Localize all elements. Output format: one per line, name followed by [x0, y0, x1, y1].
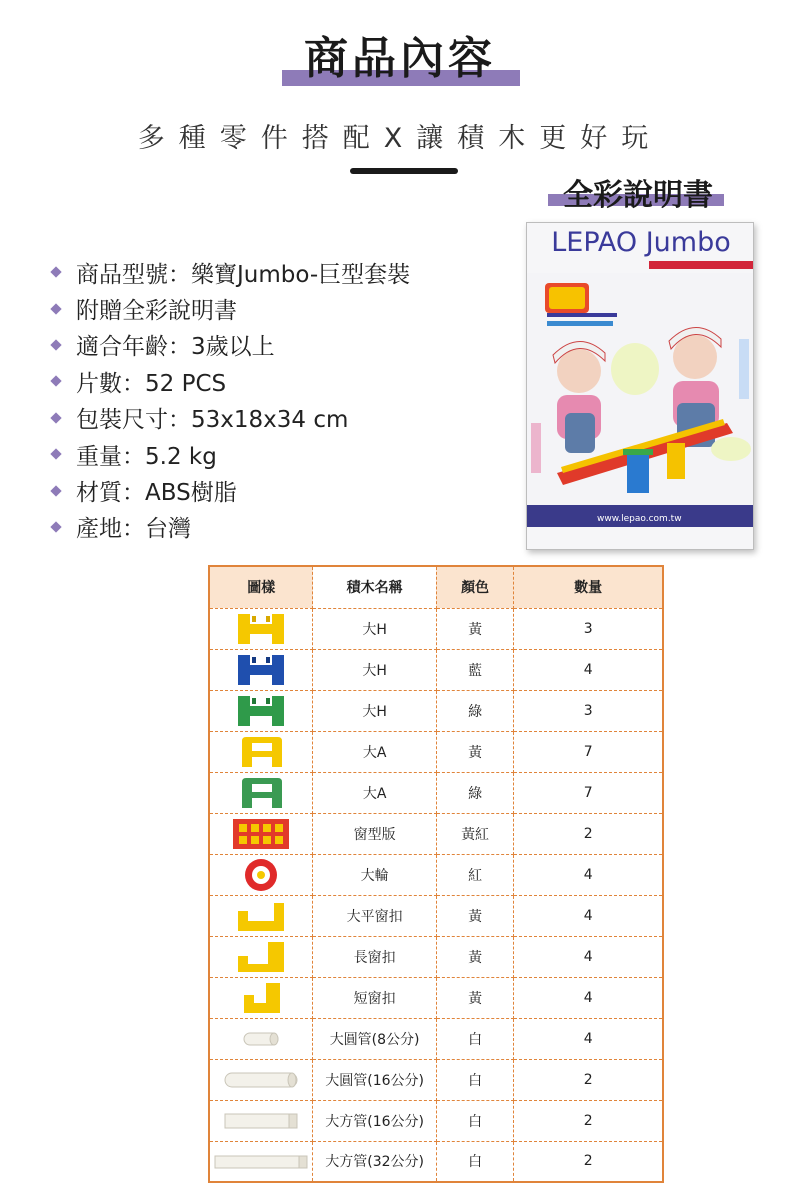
spec-item	[52, 327, 410, 363]
spec-text: 商品型號：樂寶Jumbo-巨型套裝	[76, 261, 411, 288]
piece-image-cell	[209, 731, 313, 772]
piece-color: 綠	[436, 772, 514, 813]
piece-qty: 4	[514, 1018, 663, 1059]
diamond-bullet-icon	[50, 339, 61, 350]
table-row	[209, 895, 663, 936]
piece-image-cell	[209, 690, 313, 731]
piece-qty: 2	[514, 1100, 663, 1141]
piece-qty: 4	[514, 977, 663, 1018]
piece-name: 窗型版	[313, 813, 436, 854]
table-row	[209, 649, 663, 690]
piece-qty: 4	[514, 854, 663, 895]
piece-color: 黃	[436, 977, 514, 1018]
piece-image-cell	[209, 1100, 313, 1141]
diamond-bullet-icon	[50, 267, 61, 278]
cover-url: www.lepao.com.tw	[597, 514, 682, 524]
square-tube-16-icon	[223, 1110, 299, 1132]
piece-color: 綠	[436, 690, 514, 731]
green-h-block-icon	[234, 694, 288, 728]
piece-name: 大H	[313, 608, 436, 649]
table-row	[209, 690, 663, 731]
divider	[350, 168, 458, 174]
piece-image-cell	[209, 895, 313, 936]
spec-item	[52, 509, 410, 545]
green-a-block-icon	[234, 776, 288, 810]
piece-image-cell	[209, 1059, 313, 1100]
long-window-clip-icon	[234, 940, 288, 974]
column-header: 積木名稱	[313, 566, 436, 608]
piece-image-cell	[209, 1018, 313, 1059]
piece-qty: 4	[514, 895, 663, 936]
piece-image-cell	[209, 608, 313, 649]
manual-label: 全彩說明書	[563, 178, 713, 213]
spec-item	[52, 363, 410, 399]
window-panel-icon	[231, 817, 291, 851]
spec-text: 產地：台灣	[76, 516, 191, 543]
short-window-clip-icon	[234, 981, 288, 1015]
piece-color: 白	[436, 1141, 514, 1182]
table-row	[209, 772, 663, 813]
cover-brand: LEPAO Jumbo	[551, 227, 731, 258]
piece-color: 白	[436, 1059, 514, 1100]
piece-name: 大H	[313, 649, 436, 690]
spec-text: 片數：52 PCS	[76, 370, 227, 397]
diamond-bullet-icon	[50, 303, 61, 314]
spec-item	[52, 472, 410, 508]
diamond-bullet-icon	[50, 376, 61, 387]
spec-text: 包裝尺寸：53x18x34 cm	[76, 407, 349, 434]
piece-name: 大圓管(8公分)	[313, 1018, 436, 1059]
table-row	[209, 608, 663, 649]
table-row	[209, 977, 663, 1018]
piece-qty: 4	[514, 649, 663, 690]
column-header: 顏色	[436, 566, 514, 608]
spec-text: 適合年齡：3歲以上	[76, 334, 275, 361]
yellow-a-block-icon	[234, 735, 288, 769]
piece-qty: 3	[514, 608, 663, 649]
piece-name: 大H	[313, 690, 436, 731]
blue-h-block-icon	[234, 653, 288, 687]
piece-name: 長窗扣	[313, 936, 436, 977]
piece-qty: 2	[514, 1059, 663, 1100]
spec-text: 材質：ABS樹脂	[76, 480, 237, 507]
piece-color: 紅	[436, 854, 514, 895]
spec-item	[52, 254, 410, 290]
diamond-bullet-icon	[50, 485, 61, 496]
table-row	[209, 1100, 663, 1141]
piece-qty: 3	[514, 690, 663, 731]
title-block	[0, 22, 800, 92]
piece-image-cell	[209, 649, 313, 690]
piece-image-cell	[209, 1141, 313, 1182]
square-tube-32-icon	[213, 1150, 309, 1172]
spec-text: 重量：5.2 kg	[76, 443, 217, 470]
piece-qty: 7	[514, 731, 663, 772]
manual-cover-image	[526, 222, 754, 550]
piece-color: 黃	[436, 936, 514, 977]
cover-red-strip	[649, 261, 753, 269]
piece-color: 黃	[436, 731, 514, 772]
piece-name: 大A	[313, 772, 436, 813]
column-header: 圖樣	[209, 566, 313, 608]
spec-item	[52, 290, 410, 326]
table-row	[209, 936, 663, 977]
spec-item	[52, 400, 410, 436]
diamond-bullet-icon	[50, 521, 61, 532]
piece-color: 白	[436, 1018, 514, 1059]
cover-illustration-icon	[527, 273, 754, 509]
table-row	[209, 731, 663, 772]
piece-color: 黃	[436, 895, 514, 936]
big-wheel-icon	[241, 857, 281, 893]
piece-name: 大A	[313, 731, 436, 772]
piece-name: 短窗扣	[313, 977, 436, 1018]
piece-qty: 2	[514, 1141, 663, 1182]
spec-list	[52, 254, 410, 545]
round-tube-8-icon	[240, 1029, 282, 1049]
piece-image-cell	[209, 772, 313, 813]
round-tube-16-icon	[223, 1069, 299, 1091]
flat-window-clip-icon	[234, 899, 288, 933]
spec-text: 附贈全彩說明書	[76, 298, 237, 325]
yellow-h-block-icon	[234, 612, 288, 646]
page-subtitle: 多種零件搭配X讓積木更好玩	[137, 123, 663, 154]
piece-qty: 7	[514, 772, 663, 813]
piece-color: 黃	[436, 608, 514, 649]
column-header: 數量	[514, 566, 663, 608]
table-row	[209, 854, 663, 895]
table-header-row	[209, 566, 663, 608]
diamond-bullet-icon	[50, 448, 61, 459]
piece-qty: 4	[514, 936, 663, 977]
diamond-bullet-icon	[50, 412, 61, 423]
piece-color: 藍	[436, 649, 514, 690]
piece-name: 大方管(16公分)	[313, 1100, 436, 1141]
table-row	[209, 813, 663, 854]
piece-name: 大輪	[313, 854, 436, 895]
table-row	[209, 1018, 663, 1059]
piece-qty: 2	[514, 813, 663, 854]
piece-name: 大圓管(16公分)	[313, 1059, 436, 1100]
spec-item	[52, 436, 410, 472]
piece-image-cell	[209, 854, 313, 895]
piece-name: 大平窗扣	[313, 895, 436, 936]
piece-name: 大方管(32公分)	[313, 1141, 436, 1182]
piece-image-cell	[209, 813, 313, 854]
manual-label-block	[548, 170, 728, 213]
piece-color: 白	[436, 1100, 514, 1141]
table-row	[209, 1141, 663, 1182]
page-title: 商品內容	[304, 33, 496, 84]
table-row	[209, 1059, 663, 1100]
piece-image-cell	[209, 977, 313, 1018]
piece-color: 黃紅	[436, 813, 514, 854]
parts-table	[208, 565, 664, 1183]
piece-image-cell	[209, 936, 313, 977]
